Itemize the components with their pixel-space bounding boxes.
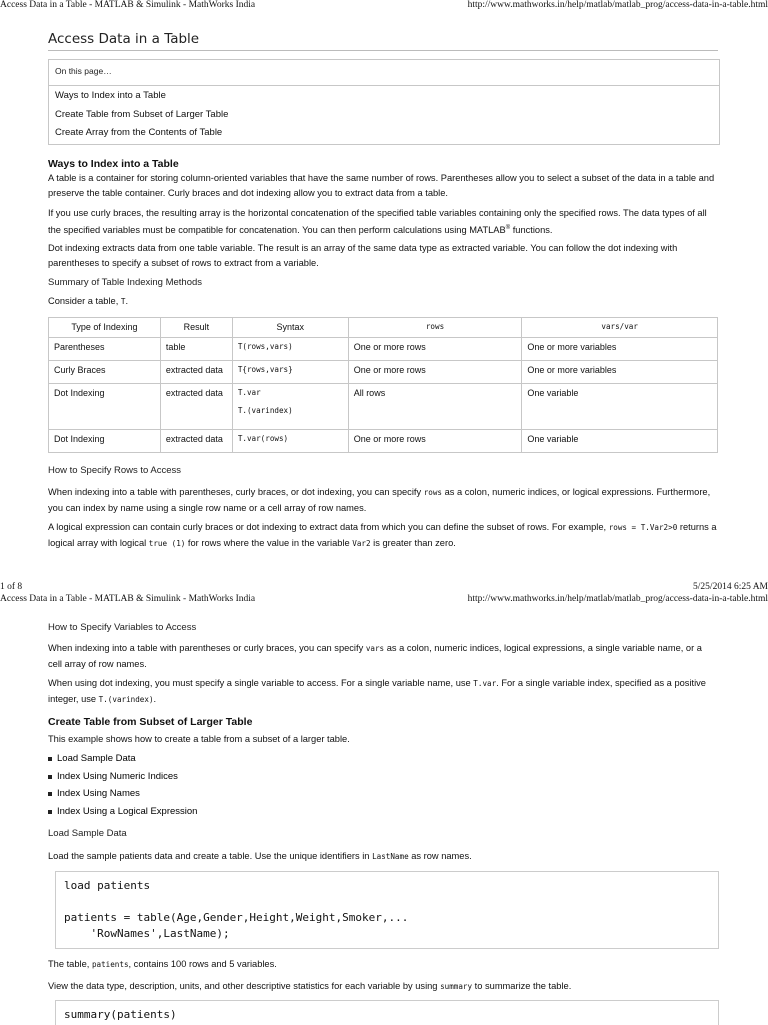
paragraph-vars-specify (48, 641, 718, 671)
page-header-url: http://www.mathworks.in/help/matlab/matlab_prog/access-data-in-a-table.html (467, 594, 768, 604)
table-row (49, 338, 718, 361)
bullet-icon (48, 810, 52, 814)
code-true: true (1) (148, 538, 186, 548)
cell-syntax (232, 384, 348, 430)
code-text: summary(patients) (64, 1008, 177, 1021)
cell-vars: One variable (522, 430, 718, 453)
col-header-result: Result (160, 318, 232, 338)
indexing-methods-table (48, 317, 718, 453)
cell-syntax: T{rows,vars} (232, 361, 348, 384)
cell-result: table (160, 338, 232, 361)
cell-rows: One or more rows (348, 430, 522, 453)
code-var2: Var2 (352, 538, 371, 548)
list-item[interactable] (48, 771, 197, 789)
paragraph-rows-specify (48, 485, 718, 515)
table-row (49, 361, 718, 384)
list-item[interactable] (48, 788, 197, 806)
paragraph-curly-braces (48, 206, 718, 237)
list-item-label: Index Using a Logical Expression (57, 805, 198, 817)
paragraph-table-container: A table is a container for storing column-oriented variables that have the same number of rows. Parentheses allow you to select a subset of the data in a table and preserve the table container. Curly braces and dot indexing allow you to extract data from a table. (48, 173, 715, 198)
title-divider (48, 50, 718, 51)
cell-result: extracted data (160, 361, 232, 384)
code-rows: rows (423, 488, 442, 497)
paragraph-summary (48, 979, 718, 995)
paragraph-dot-single-var (48, 676, 718, 707)
paragraph-text: to summarize the table. (472, 981, 572, 991)
bullet-icon (48, 757, 52, 761)
page-footer-date: 5/25/2014 6:25 AM (693, 582, 768, 592)
list-item-label: Index Using Numeric Indices (57, 770, 178, 782)
paragraph-text: is greater than zero. (370, 537, 456, 548)
page-header-title: Access Data in a Table - MATLAB & Simulink - MathWorks India (0, 594, 256, 604)
code-summary: summary (440, 982, 473, 991)
paragraph-text: When indexing into a table with parentheses or curly braces, you can specify (48, 643, 366, 653)
registered-mark: ® (505, 224, 511, 231)
table-header-row (49, 318, 718, 338)
toc-link-array[interactable]: Create Array from the Contents of Table (55, 127, 223, 138)
paragraph-text: View the data type, description, units, and other descriptive statistics for each variable by using (48, 981, 441, 991)
code-T: T (120, 297, 126, 306)
cell-rows: All rows (348, 384, 522, 430)
paragraph-text: as a colon, numeric indices, logical expressions, a single variable name, or a cell array of row names. (48, 643, 702, 669)
section-heading-ways: Ways to Index into a Table (48, 158, 179, 170)
page-footer-number: 1 of 8 (0, 582, 23, 592)
list-item-label: Load Sample Data (57, 753, 136, 764)
list-item-label: Index Using Names (57, 788, 140, 799)
consider-text: Consider a table, (48, 296, 121, 306)
toc-heading: On this page… (55, 66, 112, 76)
list-item[interactable] (48, 806, 197, 824)
col-header-type: Type of Indexing (49, 318, 161, 338)
toc-divider (49, 85, 719, 86)
paragraph-text: Load the sample patients data and create a table. Use the unique identifiers in (48, 851, 373, 861)
paragraph-dot-indexing: Dot indexing extracts data from one table variable. The result is an array of the same data type as extracted variable. You can follow the dot indexing with parentheses to specify a subset of rows to extract from a variable. (48, 243, 678, 268)
consider-line (48, 294, 718, 310)
bullet-icon (48, 792, 52, 796)
code-patients: patients (91, 960, 129, 969)
paragraph-text: A logical expression can contain curly braces or dot indexing to extract data from which you can define the subset of rows. For example, (48, 522, 609, 532)
page-header-title: Access Data in a Table - MATLAB & Simulink - MathWorks India (0, 0, 256, 10)
table-row (49, 384, 718, 430)
syntax-line: T.var (237, 388, 261, 397)
paragraph-load (48, 849, 718, 865)
paragraph-text: . For a single variable index, specified as a positive integer, use (48, 678, 706, 704)
paragraph-text: . (153, 693, 157, 704)
cell-type: Dot Indexing (49, 384, 161, 430)
paragraph-text: When using dot indexing, you must specify a single variable to access. For a single variable name, use (48, 678, 474, 688)
code-block-load[interactable] (55, 871, 719, 949)
cell-vars: One or more variables (522, 338, 718, 361)
paragraph-text-end: functions. (510, 224, 553, 235)
code-vars: vars (365, 644, 385, 653)
cell-result: extracted data (160, 384, 232, 430)
toc-link-ways[interactable]: Ways to Index into a Table (55, 90, 166, 101)
code-rows-expr: rows = T.Var2>0 (608, 523, 678, 532)
cell-syntax: T.var(rows) (232, 430, 348, 453)
paragraph-text: , contains 100 rows and 5 variables. (128, 959, 277, 969)
rows-heading: How to Specify Rows to Access (48, 465, 182, 476)
cell-vars: One variable (522, 384, 718, 430)
consider-period: . (125, 296, 129, 306)
cell-vars: One or more variables (522, 361, 718, 384)
cell-rows: One or more rows (348, 338, 522, 361)
on-this-page-box (48, 59, 720, 145)
page-title: Access Data in a Table (48, 31, 200, 47)
bullet-icon (48, 775, 52, 779)
code-tvar: T.var (473, 679, 497, 688)
cell-type: Curly Braces (49, 361, 161, 384)
table-row (49, 430, 718, 453)
paragraph-logical-expression (48, 520, 718, 551)
section-heading-subset: Create Table from Subset of Larger Table (48, 716, 253, 728)
col-header-vars: vars/var (522, 318, 718, 338)
col-header-rows: rows (348, 318, 522, 338)
col-header-syntax: Syntax (232, 318, 348, 338)
load-heading: Load Sample Data (48, 828, 127, 839)
cell-type: Dot Indexing (49, 430, 161, 453)
paragraph-text: as a colon, numeric indices, or logical expressions. Furthermore, you can index by name using a single row name or a cell array of row names. (48, 487, 711, 513)
paragraph-text: for rows where the value in the variable (185, 537, 353, 548)
cell-type: Parentheses (49, 338, 161, 361)
paragraph-text: If you use curly braces, the resulting array is the horizontal concatenation of the specified table variables containing only the specified rows. The data types of all the specified variables must be compatible for concatenation. You can then perform calculations using MATLAB (48, 208, 707, 235)
paragraph-text: When indexing into a table with parentheses, curly braces, or dot indexing, you can specify (48, 487, 424, 497)
code-text: load patients patients = table(Age,Gender,Height,Weight,Smoker,... 'RowNames',LastName); (64, 879, 409, 940)
vars-heading: How to Specify Variables to Access (48, 622, 197, 633)
example-steps-list (48, 753, 197, 823)
code-lastname: LastName (372, 852, 409, 861)
code-block-summary[interactable] (55, 1000, 719, 1025)
paragraph-subset-intro: This example shows how to create a table from a subset of a larger table. (48, 734, 350, 744)
cell-syntax: T(rows,vars) (232, 338, 348, 361)
syntax-line-2: T.(varindex) (237, 406, 293, 415)
paragraph-text: returns a logical array with logical (48, 522, 717, 548)
paragraph-table-size (48, 957, 718, 973)
list-item[interactable] (48, 753, 197, 771)
code-varindex: T.(varindex) (98, 694, 154, 704)
cell-rows: One or more rows (348, 361, 522, 384)
page-header-url: http://www.mathworks.in/help/matlab/matlab_prog/access-data-in-a-table.html (467, 0, 768, 10)
cell-result: extracted data (160, 430, 232, 453)
paragraph-text: The table, (48, 959, 92, 969)
paragraph-text: as row names. (408, 851, 472, 861)
toc-link-subset[interactable]: Create Table from Subset of Larger Table (55, 109, 229, 120)
summary-heading: Summary of Table Indexing Methods (48, 277, 203, 288)
